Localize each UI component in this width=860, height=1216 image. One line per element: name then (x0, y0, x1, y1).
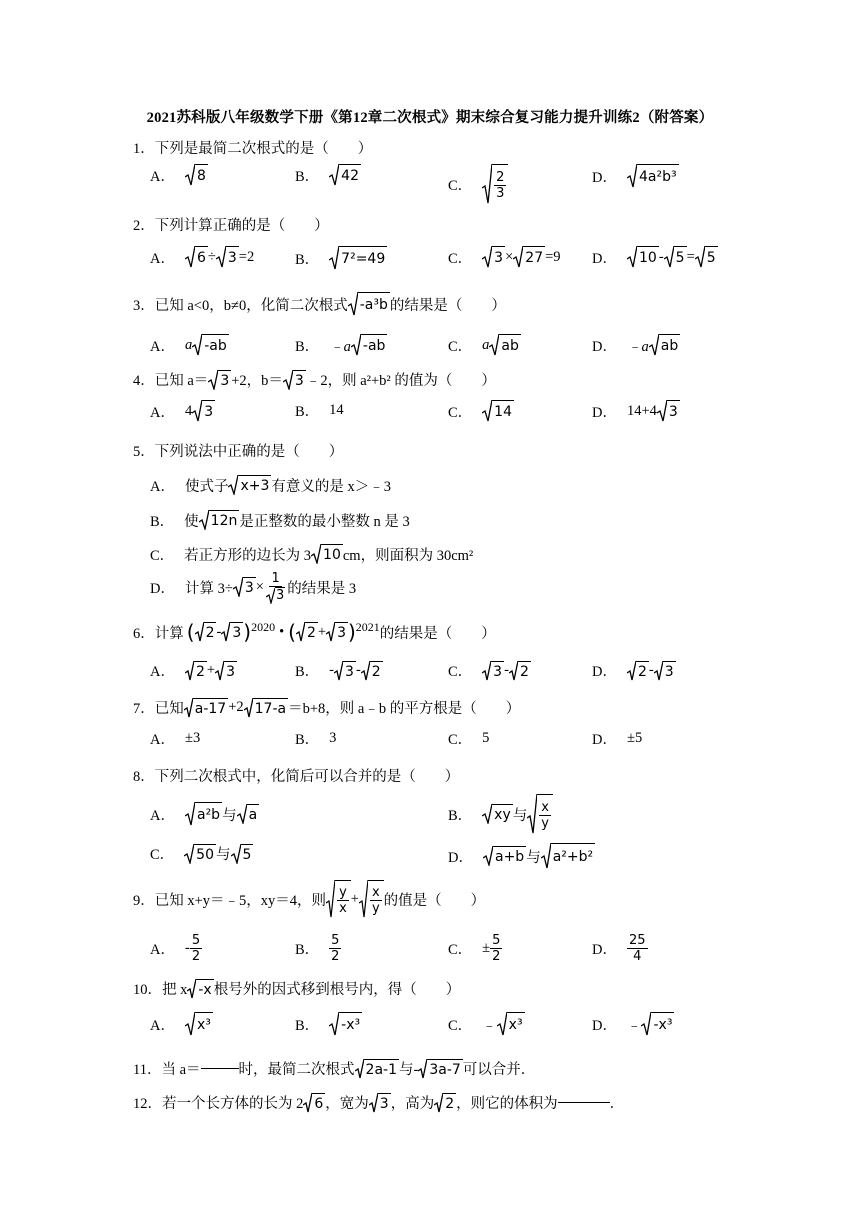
question-8-options-row1 (150, 794, 820, 834)
option-d: D． ﹣ -x³ (592, 1012, 674, 1036)
option-c: C． 14 (448, 400, 514, 422)
option-c: C． ± $\frac{5}{2}$ (448, 932, 501, 964)
option-b: B． 7²=49 (295, 246, 387, 270)
option-d: D． 2 - 3 (592, 662, 674, 680)
question-10-stem: 10．把 x -x 根号外的因式移到根号内，得（ ） (133, 978, 460, 999)
option-d: D． 10 - 5 = 5 (592, 246, 718, 268)
option-a: A． 2 + 3 (150, 662, 236, 680)
option-d: D． 14+4 3 (592, 400, 680, 422)
page-title: 2021苏科版八年级数学下册《第12章二次根式》期末综合复习能力提升训练2（附答案） (146, 110, 714, 126)
option-a: A． 6 ÷ 3 =2 (150, 246, 254, 268)
option-b: B． 14 (295, 402, 344, 420)
option-d: D． ﹣a ab (592, 334, 680, 356)
question-1-options (150, 164, 820, 201)
question-12: 12．若一个长方体的长为 2 6 ，宽为 3 ，高为 2 ，则它的体积为 ． (133, 1092, 624, 1113)
question-4-options (150, 400, 820, 434)
option-c: C． 3 - 2 (448, 662, 529, 680)
question-2-options (150, 246, 820, 280)
option-b: B． xy 与 $\frac{x}{y}$ (448, 794, 553, 834)
question-5-option-b: B． 使 12n 是正整数的最小整数 n 是 3 (150, 503, 820, 537)
question-9-stem: 9．已知 x+y＝﹣5，xy＝4，则 $\frac{y}{x}$ + $\frac{x}{y}$ 的值是（ ） (133, 880, 485, 918)
question-8-stem: 8．下列二次根式中，化简后可以合并的是（ ） (133, 769, 460, 785)
option-c: C． 5 (448, 730, 490, 748)
question-5-option-c: C． 若正方形的边长为 3 10 cm，则面积为 30cm² (150, 537, 820, 571)
question-5-option-d: D． 计算 3÷ 3 × $\frac{1}{3}$ 的结果是 3 (150, 570, 357, 603)
option-a: A． x³ (150, 1012, 213, 1036)
question-2-stem: 2．下列计算正确的是（ ） (133, 218, 329, 234)
option-d: D． ±5 (592, 730, 643, 748)
option-a: A． a²b 与 a (150, 794, 259, 834)
option-d: D． $\frac{25}{4}$ (592, 932, 646, 964)
question-3-stem: 3．已知 a<0，b≠0，化简二次根式 -a³b 的结果是（ ） (133, 292, 506, 316)
option-b: B． ﹣a -ab (295, 334, 387, 356)
option-b: B． 3 (295, 730, 337, 748)
question-11: 11．当 a＝ 时，最简二次根式 2a-1 与- 3a-7 可以合并． (133, 1058, 535, 1079)
question-5-stem: 5．下列说法中正确的是（ ） (133, 444, 344, 460)
answer-blank[interactable] (201, 1068, 239, 1069)
question-9-options (150, 928, 820, 968)
option-d: D． 4a²b³ (592, 164, 679, 188)
option-d: D． a+b 与 a²+b² (448, 843, 595, 869)
question-4-stem: 4．已知 a＝ 3 +2，b＝ 3 ﹣2，则 a²+b² 的值为（ ） (133, 369, 496, 390)
option-b: B． $\frac{5}{2}$ (295, 932, 340, 964)
option-b: B． - 3 - 2 (295, 662, 381, 680)
option-c: C． $\frac{2}{3}$ (448, 164, 508, 204)
option-c: C． 3 × 27 =9 (448, 246, 561, 268)
option-a: A． 8 (150, 164, 208, 186)
option-c: C． a ab (448, 334, 521, 356)
option-c: C． ﹣ x³ (448, 1012, 525, 1036)
question-3-options (150, 334, 820, 368)
question-10-options (150, 1012, 820, 1046)
option-c: C． 50 与 5 (150, 843, 253, 864)
question-7-stem: 7．已知 a-17 +2 17-a ＝b+8，则 a﹣b 的平方根是（ ） (133, 699, 521, 717)
question-6-stem: 6．计算 ( 2 - 3 ) 2020 • ( 2 + 3 ) 2021 的结果是（ ） (133, 620, 496, 644)
question-5-option-a: A． 使式子 x+3 有意义的是 x＞﹣3 (150, 468, 820, 502)
option-a: A． a -ab (150, 334, 229, 356)
option-a: A． - $\frac{5}{2}$ (150, 932, 201, 964)
answer-blank[interactable] (558, 1102, 610, 1103)
option-b: B． 42 (295, 164, 361, 186)
question-7-options (150, 728, 820, 762)
question-6-options (150, 660, 820, 694)
option-b: B． -x³ (295, 1012, 362, 1036)
question-1-stem: 1．下列是最简二次根式的是（ ） (133, 141, 373, 157)
option-a: A． ±3 (150, 730, 201, 748)
question-8-options-row2 (150, 843, 820, 877)
option-a: A． 4 3 (150, 400, 215, 422)
